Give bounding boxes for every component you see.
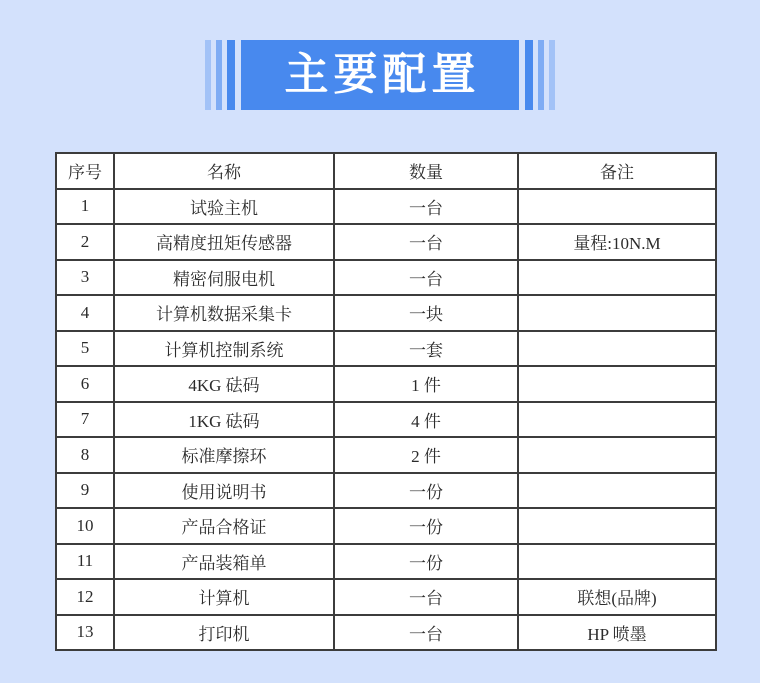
- banner-stripes-right-icon: [525, 40, 555, 110]
- table-row: [56, 508, 716, 544]
- table-cell-remark: [518, 544, 716, 580]
- table-cell-name: 高精度扭矩传感器: [114, 224, 334, 260]
- table-cell-remark: [518, 366, 716, 402]
- stripe-icon: [538, 40, 544, 110]
- stripe-icon: [525, 40, 533, 110]
- table-cell-quantity: 一台: [334, 615, 518, 651]
- header-cell-index: 序号: [56, 153, 114, 189]
- table-cell-name: 计算机数据采集卡: [114, 295, 334, 331]
- header-cell-name: 名称: [114, 153, 334, 189]
- stripe-icon: [216, 40, 222, 110]
- table-cell-remark: [518, 437, 716, 473]
- header-row: [56, 153, 716, 189]
- table-cell-remark: [518, 260, 716, 296]
- table-cell-remark: [518, 295, 716, 331]
- config-table-head: [56, 153, 716, 189]
- table-cell-index: 5: [56, 331, 114, 367]
- table-row: [56, 615, 716, 651]
- table-cell-index: 12: [56, 579, 114, 615]
- table-row: [56, 544, 716, 580]
- table-cell-name: 产品装箱单: [114, 544, 334, 580]
- table-cell-index: 1: [56, 189, 114, 225]
- table-cell-index: 10: [56, 508, 114, 544]
- table-row: [56, 260, 716, 296]
- table-cell-remark: [518, 331, 716, 367]
- table-cell-name: 试验主机: [114, 189, 334, 225]
- table-cell-name: 产品合格证: [114, 508, 334, 544]
- table-row: [56, 437, 716, 473]
- table-cell-name: 4KG 砝码: [114, 366, 334, 402]
- table-row: [56, 473, 716, 509]
- banner-stripes-left-icon: [205, 40, 235, 110]
- table-row: [56, 331, 716, 367]
- table-cell-quantity: 一台: [334, 260, 518, 296]
- config-table: [55, 152, 717, 651]
- table-cell-name: 1KG 砝码: [114, 402, 334, 438]
- header-cell-quantity: 数量: [334, 153, 518, 189]
- table-cell-index: 4: [56, 295, 114, 331]
- table-cell-index: 8: [56, 437, 114, 473]
- header-cell-remark: 备注: [518, 153, 716, 189]
- table-cell-index: 13: [56, 615, 114, 651]
- table-cell-quantity: 一台: [334, 189, 518, 225]
- table-cell-quantity: 一份: [334, 544, 518, 580]
- table-cell-remark: 量程:10N.M: [518, 224, 716, 260]
- table-cell-index: 7: [56, 402, 114, 438]
- banner-title-box: [241, 40, 519, 110]
- table-row: [56, 295, 716, 331]
- table-cell-quantity: 一块: [334, 295, 518, 331]
- table-row: [56, 189, 716, 225]
- table-row: [56, 366, 716, 402]
- table-cell-quantity: 4 件: [334, 402, 518, 438]
- table-cell-quantity: 一份: [334, 508, 518, 544]
- table-cell-index: 11: [56, 544, 114, 580]
- table-cell-index: 6: [56, 366, 114, 402]
- banner: [0, 40, 760, 110]
- table-row: [56, 402, 716, 438]
- table-cell-name: 使用说明书: [114, 473, 334, 509]
- table-cell-quantity: 2 件: [334, 437, 518, 473]
- stripe-icon: [549, 40, 555, 110]
- config-table-body: [56, 189, 716, 651]
- table-cell-quantity: 一台: [334, 224, 518, 260]
- table-cell-remark: HP 喷墨: [518, 615, 716, 651]
- table-cell-remark: [518, 189, 716, 225]
- table-row: [56, 224, 716, 260]
- table-row: [56, 579, 716, 615]
- stripe-icon: [205, 40, 211, 110]
- table-cell-name: 精密伺服电机: [114, 260, 334, 296]
- table-cell-remark: [518, 402, 716, 438]
- table-cell-name: 打印机: [114, 615, 334, 651]
- table-cell-index: 3: [56, 260, 114, 296]
- banner-title: 主要配置: [284, 50, 481, 99]
- table-cell-name: 计算机控制系统: [114, 331, 334, 367]
- table-cell-quantity: 1 件: [334, 366, 518, 402]
- table-cell-quantity: 一套: [334, 331, 518, 367]
- table-cell-remark: [518, 473, 716, 509]
- table-cell-remark: [518, 508, 716, 544]
- table-cell-quantity: 一台: [334, 579, 518, 615]
- table-cell-index: 2: [56, 224, 114, 260]
- table-cell-index: 9: [56, 473, 114, 509]
- table-cell-quantity: 一份: [334, 473, 518, 509]
- table-cell-name: 计算机: [114, 579, 334, 615]
- table-cell-name: 标准摩擦环: [114, 437, 334, 473]
- stripe-icon: [227, 40, 235, 110]
- table-cell-remark: 联想(品牌): [518, 579, 716, 615]
